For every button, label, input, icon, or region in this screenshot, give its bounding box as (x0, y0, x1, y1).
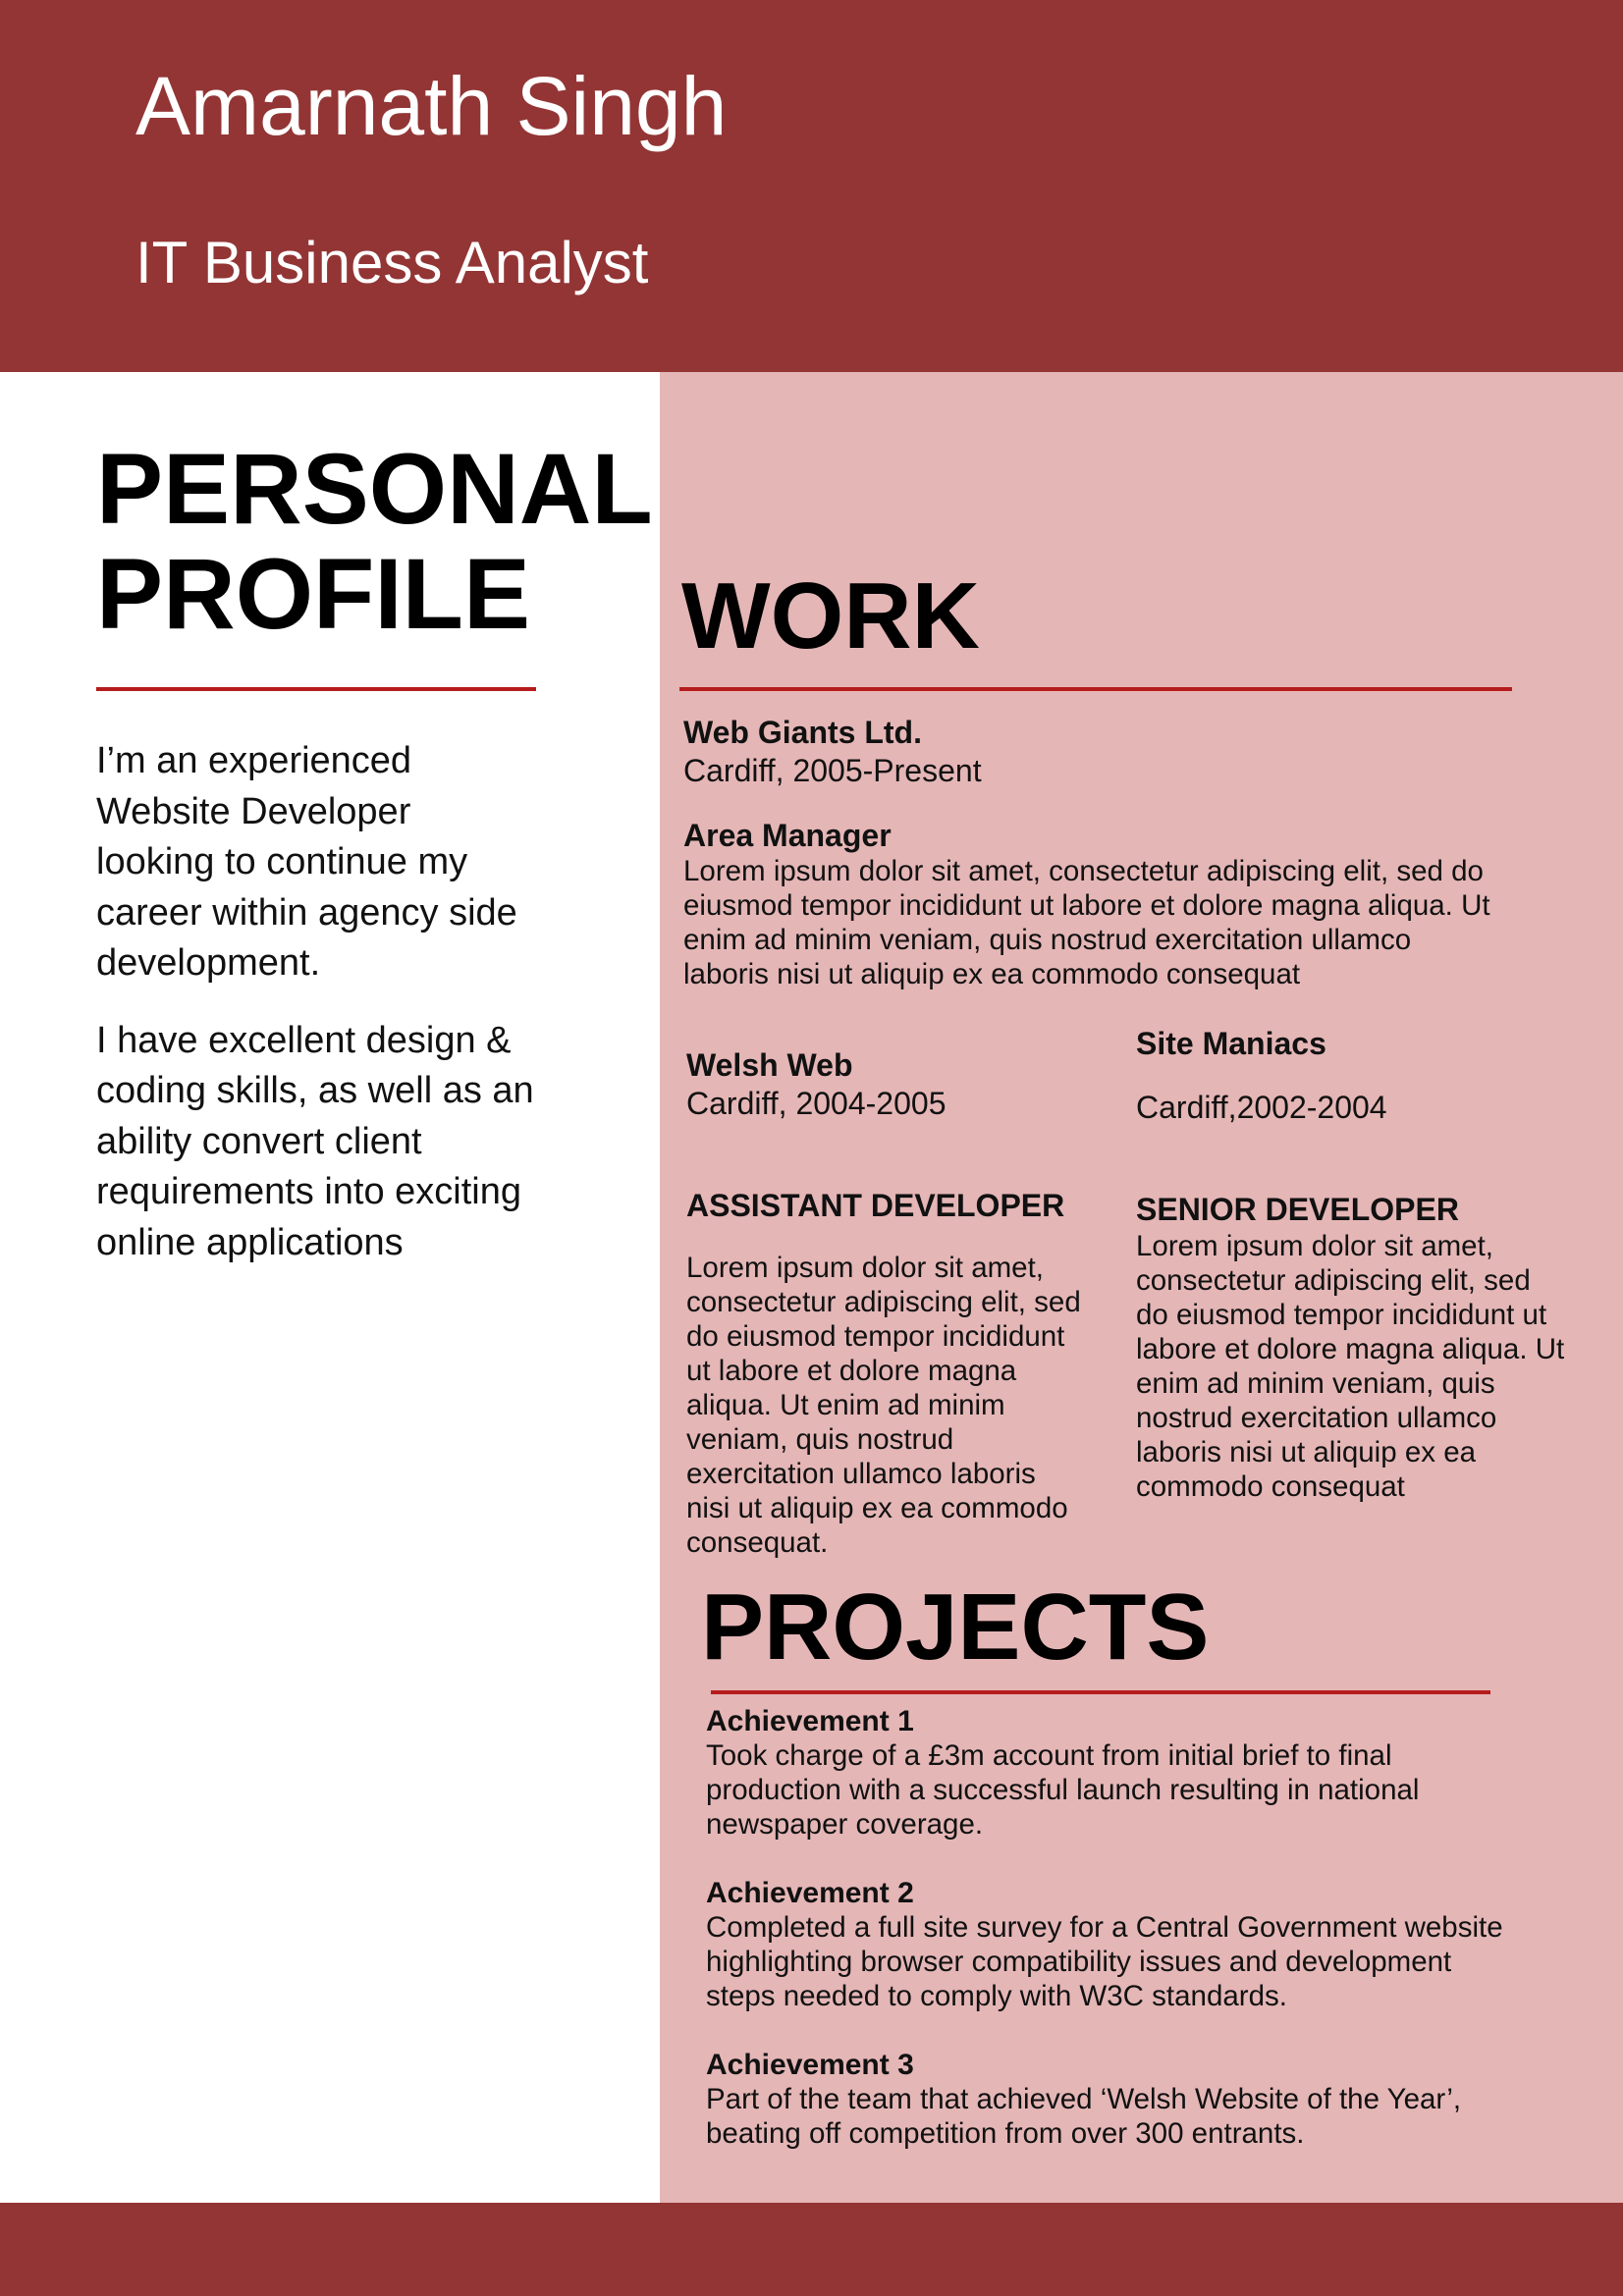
achievement-line: Took charge of a £3m account from initial brief to final (706, 1739, 1392, 1772)
profile-line: I’m an experienced (96, 740, 412, 781)
profile-heading-line: PROFILE (96, 538, 531, 651)
profile-line: ability convert client (96, 1120, 422, 1162)
profile-line: I have excellent design & (96, 1019, 512, 1061)
profile-line: looking to continue my (96, 841, 468, 882)
job-description-line: enim ad minim veniam, quis nostrud exercitation ullamco (683, 924, 1412, 956)
achievement-line: newspaper coverage. (706, 1808, 984, 1841)
profile-text (96, 736, 607, 1295)
job-description-line: enim ad minim veniam, quis (1136, 1367, 1495, 1400)
job-description-line: consequat. (686, 1526, 829, 1559)
job-description (683, 854, 1490, 991)
job-description-line: laboris nisi ut aliquip ex ea commodo consequat (683, 958, 1301, 990)
job-position: SENIOR DEVELOPER (1136, 1192, 1459, 1227)
job-description-line: nisi ut aliquip ex ea commodo (686, 1492, 1068, 1524)
job-company: Welsh Web (686, 1047, 853, 1083)
achievement-line: Completed a full site survey for a Central Government website (706, 1911, 1503, 1944)
job-description-line: veniam, quis nostrud (686, 1423, 954, 1456)
achievement-line: highlighting browser compatibility issues and development (706, 1946, 1452, 1978)
work-heading: WORK (681, 563, 980, 668)
achievement-line: steps needed to comply with W3C standards. (706, 1980, 1287, 2012)
projects-divider (711, 1690, 1490, 1694)
footer-band (0, 2203, 1623, 2296)
job-description-line: consectetur adipiscing elit, sed (1136, 1264, 1531, 1297)
job-position: ASSISTANT DEVELOPER (686, 1188, 1065, 1223)
job-description-line: labore et dolore magna aliqua. Ut (1136, 1333, 1565, 1365)
job-description-line: eiusmod tempor incididunt ut labore et dolore magna aliqua. Ut (683, 889, 1490, 922)
job-description-line: Lorem ipsum dolor sit amet, consectetur adipiscing elit, sed do (683, 855, 1484, 887)
job-description (1136, 1229, 1564, 1504)
job-location: Cardiff, 2005-Present (683, 753, 982, 788)
job-description-line: Lorem ipsum dolor sit amet, (686, 1252, 1044, 1284)
profile-paragraph (96, 1016, 607, 1269)
profile-line: career within agency side (96, 891, 517, 934)
job-description-line: laboris nisi ut aliquip ex ea (1136, 1436, 1477, 1468)
profile-line: online applications (96, 1221, 404, 1263)
achievement-title: Achievement 1 (706, 1705, 914, 1737)
job-description-line: consectetur adipiscing elit, sed (686, 1286, 1081, 1318)
job-company: Site Maniacs (1136, 1026, 1326, 1061)
job-description-line: Lorem ipsum dolor sit amet, (1136, 1230, 1493, 1262)
achievement-title: Achievement 3 (706, 2049, 914, 2081)
profile-divider (96, 687, 536, 691)
achievement-text (706, 2082, 1461, 2151)
candidate-role: IT Business Analyst (135, 230, 649, 295)
achievement-text (706, 1910, 1503, 2013)
job-description (686, 1251, 1081, 1560)
profile-heading (96, 433, 653, 651)
achievement-title: Achievement 2 (706, 1877, 914, 1909)
profile-line: coding skills, as well as an (96, 1070, 534, 1111)
profile-line: development. (96, 942, 321, 984)
profile-line: Website Developer (96, 790, 411, 832)
header-banner (0, 0, 1623, 372)
profile-paragraph (96, 736, 607, 989)
achievement-text (706, 1738, 1419, 1842)
job-description-line: commodo consequat (1136, 1470, 1405, 1503)
projects-heading: PROJECTS (701, 1575, 1210, 1680)
job-description-line: exercitation ullamco laboris (686, 1458, 1036, 1490)
job-description-line: do eiusmod tempor incididunt (686, 1320, 1065, 1353)
candidate-name: Amarnath Singh (135, 60, 728, 152)
job-description-line: ut labore et dolore magna (686, 1355, 1017, 1387)
profile-line: requirements into exciting (96, 1171, 521, 1212)
job-position: Area Manager (683, 818, 892, 853)
achievement-line: production with a successful launch resulting in national (706, 1774, 1420, 1806)
achievement-line: beating off competition from over 300 entrants. (706, 2117, 1305, 2150)
job-location: Cardiff, 2004-2005 (686, 1086, 947, 1121)
job-location: Cardiff,2002-2004 (1136, 1090, 1387, 1125)
job-description-line: do eiusmod tempor incididunt ut (1136, 1299, 1547, 1331)
job-description-line: aliqua. Ut enim ad minim (686, 1389, 1005, 1421)
profile-heading-line: PERSONAL (96, 433, 653, 545)
job-description-line: nostrud exercitation ullamco (1136, 1402, 1497, 1434)
work-divider (679, 687, 1512, 691)
achievement-line: Part of the team that achieved ‘Welsh Website of the Year’, (706, 2083, 1462, 2115)
job-company: Web Giants Ltd. (683, 715, 922, 750)
